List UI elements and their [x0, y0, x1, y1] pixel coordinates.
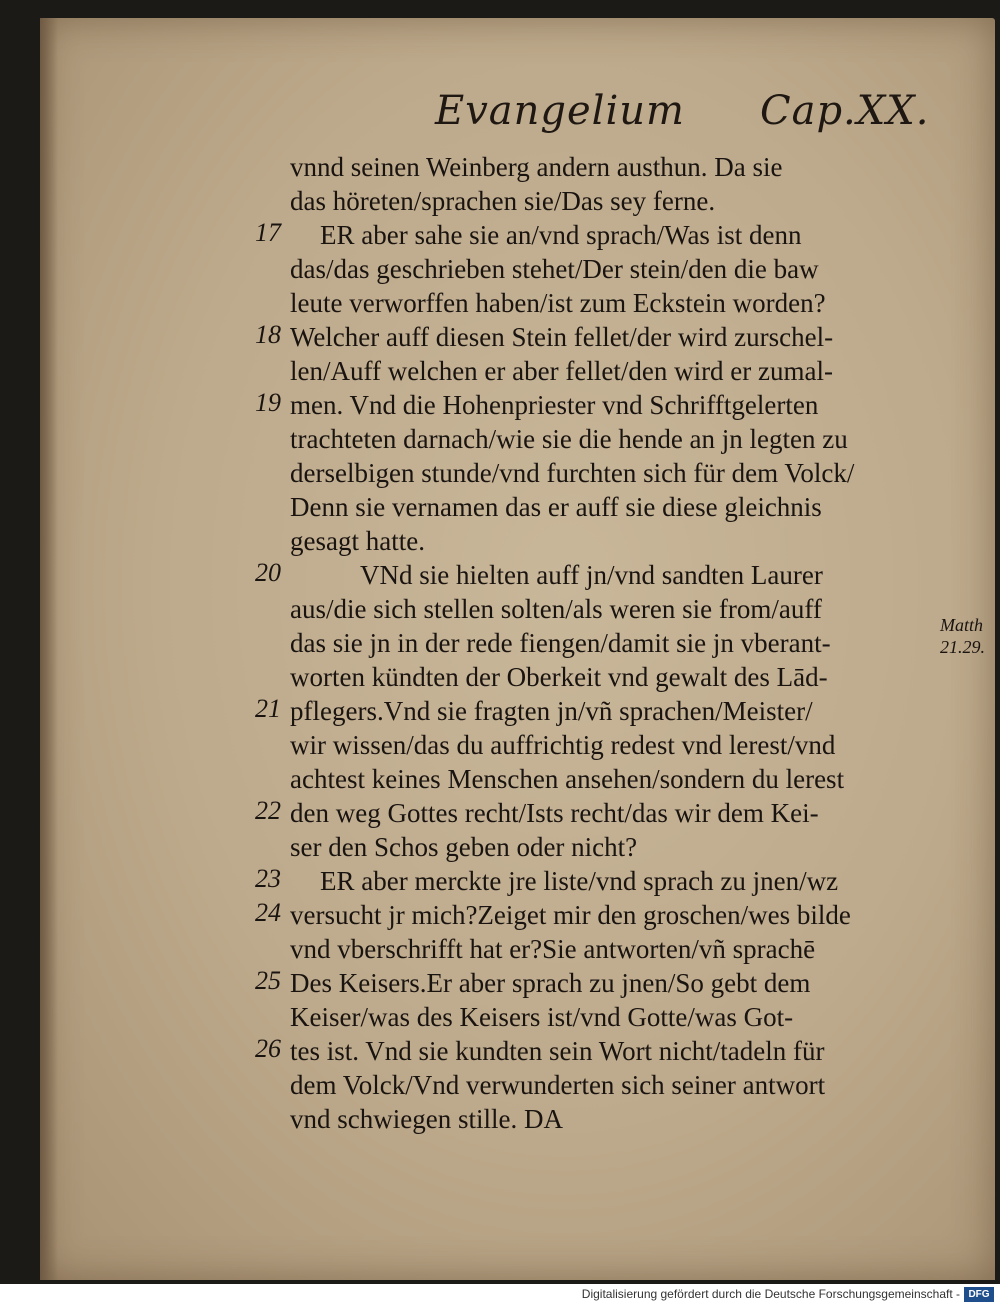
text-line: Keiser/was des Keisers ist/vnd Gotte/was Got-: [290, 1002, 794, 1032]
text-line: wir wissen/das du auffrichtig redest vnd lerest/vnd: [290, 730, 836, 760]
margin-reference-book: Matth: [940, 615, 983, 635]
verse-number: 23: [255, 864, 281, 893]
text-line: leute verworffen haben/ist zum Eckstein worden?: [290, 288, 826, 318]
text-line: ER aber sahe sie an/vnd sprach/Was ist denn: [320, 220, 802, 250]
text-line: gesagt hatte.: [290, 526, 425, 556]
header-title: Evangelium: [435, 88, 685, 134]
footer-bar: [0, 1284, 1000, 1306]
text-line: das sie jn in der rede fiengen/damit sie jn vberant-: [290, 628, 831, 658]
text-line: derselbigen stunde/vnd furchten sich für dem Volck/: [290, 458, 855, 488]
text-line: vnd schwiegen stille. DA: [290, 1104, 563, 1134]
text-line: men. Vnd die Hohenpriester vnd Schrifftgelerten: [290, 390, 819, 420]
text-line: Welcher auff diesen Stein fellet/der wird zurschel-: [290, 322, 834, 352]
text-line: achtest keines Menschen ansehen/sondern du lerest: [290, 764, 845, 794]
text-line: Des Keisers.Er aber sprach zu jnen/So gebt dem: [290, 968, 811, 998]
verse-number: 25: [255, 966, 281, 995]
text-line: aus/die sich stellen solten/als weren sie from/auff: [290, 594, 822, 624]
verse-number: 18: [255, 320, 281, 349]
text-line: VNd sie hielten auff jn/vnd sandten Laurer: [360, 560, 823, 590]
text-line: versucht jr mich?Zeiget mir den groschen/wes bilde: [290, 900, 851, 930]
text-line: vnnd seinen Weinberg andern austhun. Da sie: [290, 152, 783, 182]
header-chapter: Cap.XX.: [760, 88, 930, 134]
verse-number: 21: [255, 694, 281, 723]
verse-number: 24: [255, 898, 281, 927]
margin-reference-verse: 21.29.: [940, 637, 985, 657]
margin-reference: [940, 614, 1000, 658]
text-line: ER aber merckte jre liste/vnd sprach zu jnen/wz: [320, 866, 839, 896]
verse-number: 22: [255, 796, 281, 825]
page-shadow-edge: [40, 18, 58, 1280]
text-line: worten kündten der Oberkeit vnd gewalt des Lād-: [290, 662, 828, 692]
footer-credit: Digitalisierung gefördert durch die Deutsche Forschungsgemeinschaft -: [581, 1287, 960, 1301]
text-line: ser den Schos geben oder nicht?: [290, 832, 638, 862]
verse-number: 26: [255, 1034, 281, 1063]
verse-number: 17: [255, 218, 281, 247]
running-header: [40, 88, 995, 148]
text-line: vnd vberschrifft hat er?Sie antworten/vñ sprachē: [290, 934, 816, 964]
text-line: pflegers.Vnd sie fragten jn/vñ sprachen/Meister/: [290, 696, 813, 726]
text-line: Denn sie vernamen das er auff sie diese gleichnis: [290, 492, 822, 522]
text-line: das/das geschrieben stehet/Der stein/den die baw: [290, 254, 819, 284]
text-line: tes ist. Vnd sie kundten sein Wort nicht/tadeln für: [290, 1036, 825, 1066]
text-line: das höreten/sprachen sie/Das sey ferne.: [290, 186, 716, 216]
text-line: len/Auff welchen er aber fellet/den wird er zumal-: [290, 356, 833, 386]
text-line: trachteten darnach/wie sie die hende an jn legten zu: [290, 424, 848, 454]
book-page: [40, 18, 995, 1280]
text-line: den weg Gottes recht/Ists recht/das wir dem Kei-: [290, 798, 819, 828]
text-line: dem Volck/Vnd verwunderten sich seiner antwort: [290, 1070, 826, 1100]
verse-number: 19: [255, 388, 281, 417]
dfg-logo-icon: DFG: [964, 1287, 994, 1302]
verse-number: 20: [255, 558, 281, 587]
